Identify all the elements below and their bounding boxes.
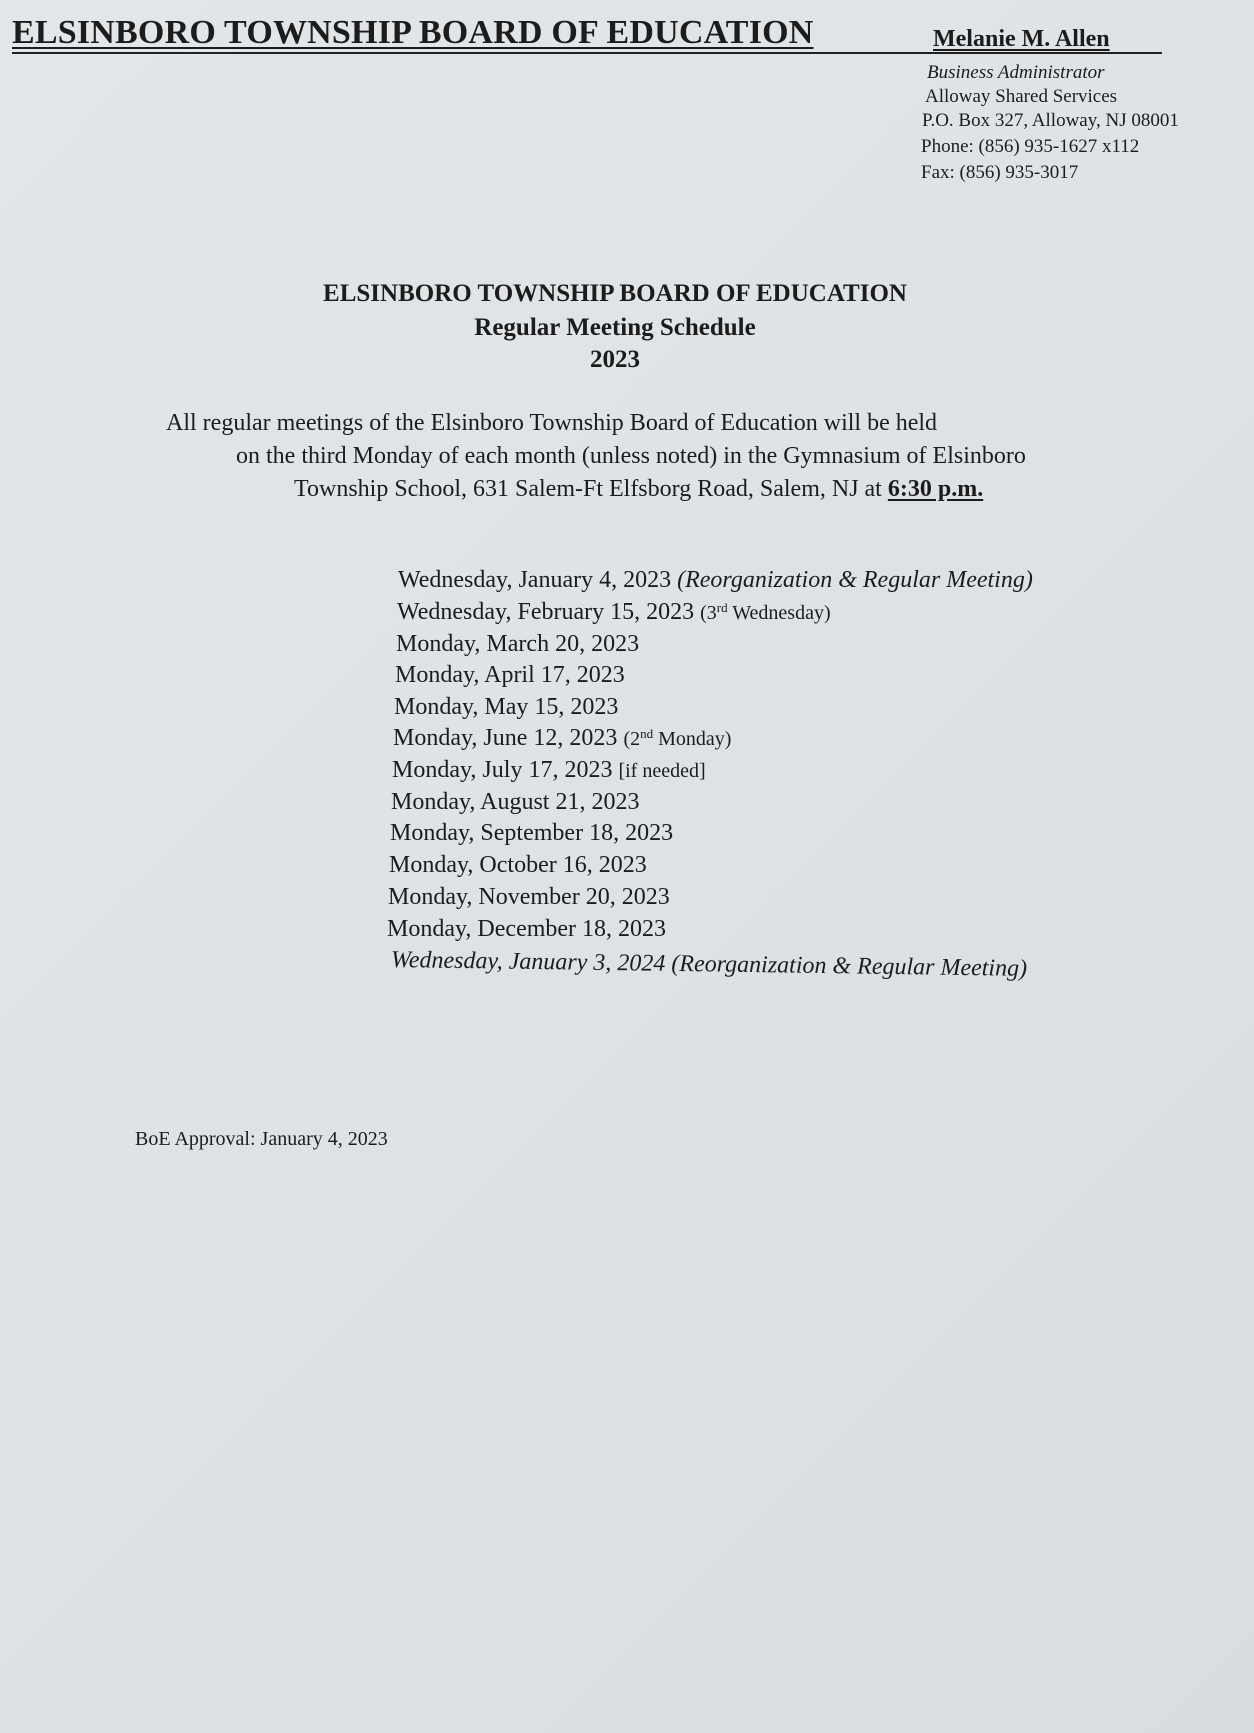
meeting-date-2: Wednesday, February 15, 2023 (3rd Wednesday): [397, 599, 831, 625]
meeting-date-12: Monday, December 18, 2023: [387, 916, 667, 942]
meeting-date-6: Monday, June 12, 2023 (2nd Monday): [393, 725, 732, 751]
intro-line-3: [294, 476, 983, 503]
letterhead-title: ELSINBORO TOWNSHIP BOARD OF EDUCATION: [12, 14, 814, 51]
meeting-date-7: Monday, July 17, 2023 [if needed]: [392, 757, 706, 783]
meeting-date-3: Monday, March 20, 2023: [396, 631, 640, 657]
document-subheading: Regular Meeting Schedule: [474, 314, 756, 341]
phone-number: Phone: (856) 935-1627 x112: [921, 136, 1140, 157]
intro-line-1: All regular meetings of the Elsinboro Township Board of Education will be held: [166, 410, 938, 436]
meeting-date-9: Monday, September 18, 2023: [390, 820, 674, 846]
administrator-name: Melanie M. Allen: [933, 26, 1110, 52]
meeting-date-10: Monday, October 16, 2023: [389, 852, 647, 878]
meeting-date-1: Wednesday, January 4, 2023 (Reorganization & Regular Meeting): [398, 567, 1033, 593]
intro-line-2: on the third Monday of each month (unless noted) in the Gymnasium of Elsinboro: [236, 443, 1026, 469]
meeting-date-11: Monday, November 20, 2023: [388, 884, 670, 910]
meeting-time: 6:30 p.m.: [887, 476, 984, 502]
meeting-date-4: Monday, April 17, 2023: [395, 662, 625, 688]
meeting-date-5: Monday, May 15, 2023: [394, 694, 619, 720]
mailing-address: P.O. Box 327, Alloway, NJ 08001: [922, 110, 1179, 131]
meeting-date-8: Monday, August 21, 2023: [391, 789, 640, 815]
fax-number: Fax: (856) 935-3017: [921, 162, 1079, 183]
document-year: 2023: [590, 346, 640, 373]
organization-name: Alloway Shared Services: [925, 86, 1118, 107]
intro-line-3-text: Township School, 631 Salem-Ft Elfsborg Road, Salem, NJ at: [294, 476, 888, 502]
document-heading: ELSINBORO TOWNSHIP BOARD OF EDUCATION: [323, 280, 907, 307]
meeting-date-13: Wednesday, January 3, 2024 (Reorganization & Regular Meeting): [390, 947, 1028, 982]
approval-note: BoE Approval: January 4, 2023: [135, 1128, 388, 1150]
administrator-role: Business Administrator: [927, 62, 1105, 83]
